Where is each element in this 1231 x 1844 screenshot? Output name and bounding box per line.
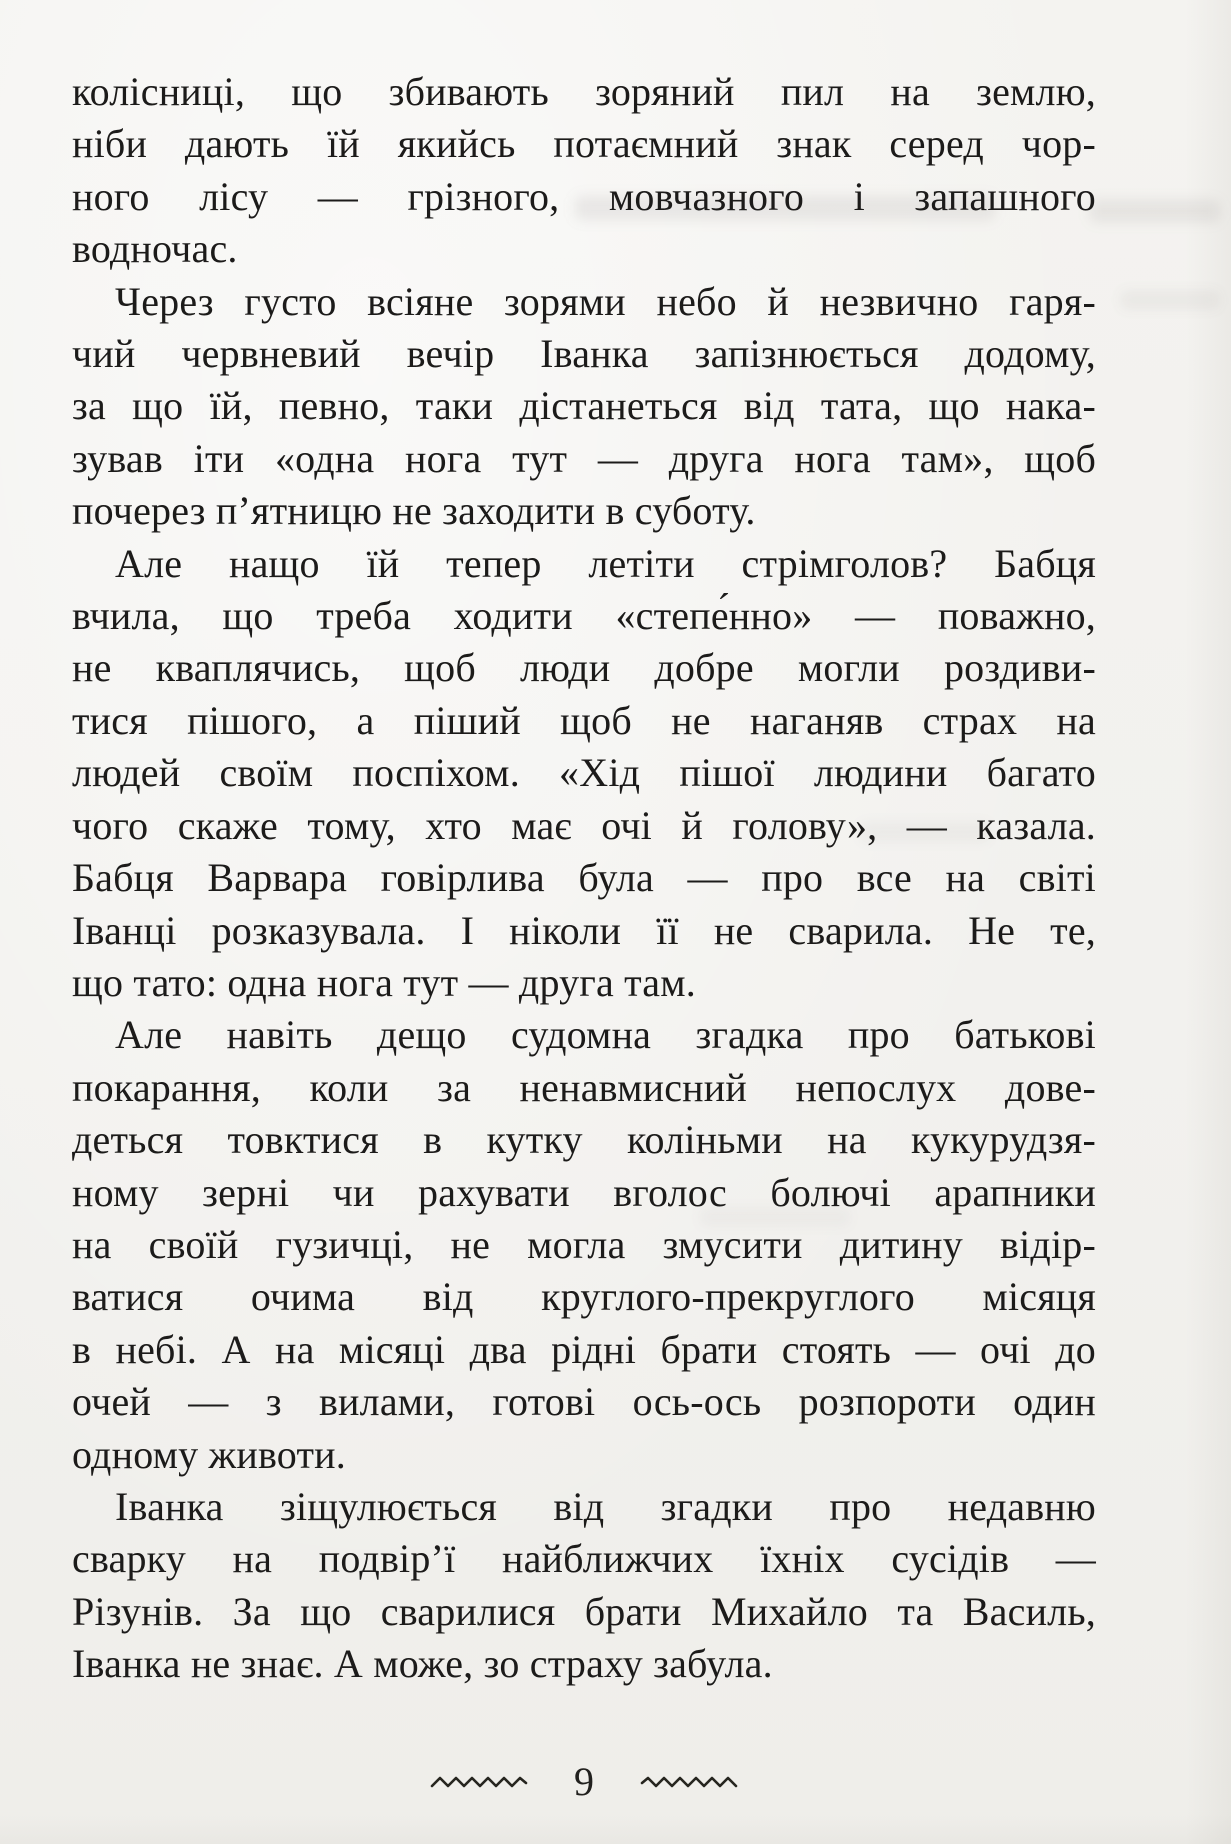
text-line: не кваплячись, щоб люди добре могли роздиви- bbox=[72, 645, 1096, 691]
text-line: очей — з вилами, готові ось-ось розпороти один bbox=[72, 1379, 1096, 1425]
text-line: чий червневий вечір Іванка запізнюється додому, bbox=[72, 331, 1096, 377]
text-line: ного лісу — грізного, мовчазного і запашного bbox=[72, 173, 1096, 219]
paragraph bbox=[72, 1009, 1096, 1481]
text-line: сварку на подвір’ї найближчих їхніх сусідів — bbox=[72, 1536, 1096, 1582]
page-number: 9 bbox=[574, 1759, 594, 1804]
text-line: Але навіть дещо судомна згадка про батькові bbox=[115, 1012, 1096, 1058]
paragraph bbox=[72, 276, 1096, 538]
text-line: водночас. bbox=[72, 226, 238, 272]
text-line: вчила, що треба ходити «степе́нно» — поважно, bbox=[72, 593, 1096, 639]
text-line: в небі. А на місяці два рідні брати стоять — очі до bbox=[72, 1326, 1096, 1372]
show-through-mark bbox=[1120, 290, 1220, 310]
text-line: Іванці розказувала. І ніколи її не сварила. Не те, bbox=[72, 907, 1096, 953]
text-line: Але нащо їй тепер летіти стрімголов? Бабця bbox=[115, 540, 1096, 586]
text-line: ному зерні чи рахувати вголос болючі арапники bbox=[72, 1169, 1096, 1215]
page-bottom-shadow bbox=[0, 1814, 1231, 1844]
paragraph bbox=[72, 66, 1096, 276]
text-line: Бабця Варвара говірлива була — про все на світі bbox=[72, 855, 1096, 901]
text-block bbox=[72, 66, 1096, 1691]
paragraph bbox=[72, 1481, 1096, 1691]
text-line: зував іти «одна нога тут — друга нога там», щоб bbox=[72, 435, 1096, 481]
zigzag-ornament-left bbox=[430, 1774, 528, 1790]
text-line: Через густо всіяне зорями небо й незвично гаря- bbox=[115, 278, 1096, 324]
text-line: деться товктися в кутку коліньми на кукурудзя- bbox=[72, 1117, 1096, 1163]
text-line: тися пішого, а піший щоб не наганяв страх на bbox=[72, 697, 1096, 743]
page-footer bbox=[72, 1759, 1096, 1804]
text-line: ніби дають їй якийсь потаємний знак серед чор- bbox=[72, 121, 1096, 167]
text-line: почерез п’ятницю не заходити в суботу. bbox=[72, 488, 756, 534]
paragraph bbox=[72, 538, 1096, 1010]
text-line: одному животи. bbox=[72, 1431, 346, 1477]
text-line: що тато: одна нога тут — друга там. bbox=[72, 959, 696, 1005]
text-line: на своїй гузичці, не могла змусити дитину відір- bbox=[72, 1221, 1096, 1267]
zigzag-ornament-right bbox=[640, 1774, 738, 1790]
text-line: Іванка зіщулюється від згадки про недавню bbox=[115, 1483, 1096, 1529]
text-line: покарання, коли за ненавмисний непослух дове- bbox=[72, 1064, 1096, 1110]
show-through-mark bbox=[1090, 200, 1220, 222]
text-line: за що їй, певно, таки дістанеться від тата, що нака- bbox=[72, 383, 1096, 429]
page-edge-shadow bbox=[1185, 0, 1231, 1844]
text-line: Іванка не знає. А може, зо страху забула. bbox=[72, 1641, 773, 1687]
text-line: людей своїм поспіхом. «Хід пішої людини багато bbox=[72, 750, 1096, 796]
text-line: колісниці, що збивають зоряний пил на землю, bbox=[72, 69, 1096, 114]
text-line: ватися очима від круглого-прекруглого місяця bbox=[72, 1274, 1096, 1320]
text-line: чого скаже тому, хто має очі й голову», — казала. bbox=[72, 802, 1096, 848]
text-line: Різунів. За що сварилися брати Михайло та Василь, bbox=[72, 1588, 1096, 1634]
